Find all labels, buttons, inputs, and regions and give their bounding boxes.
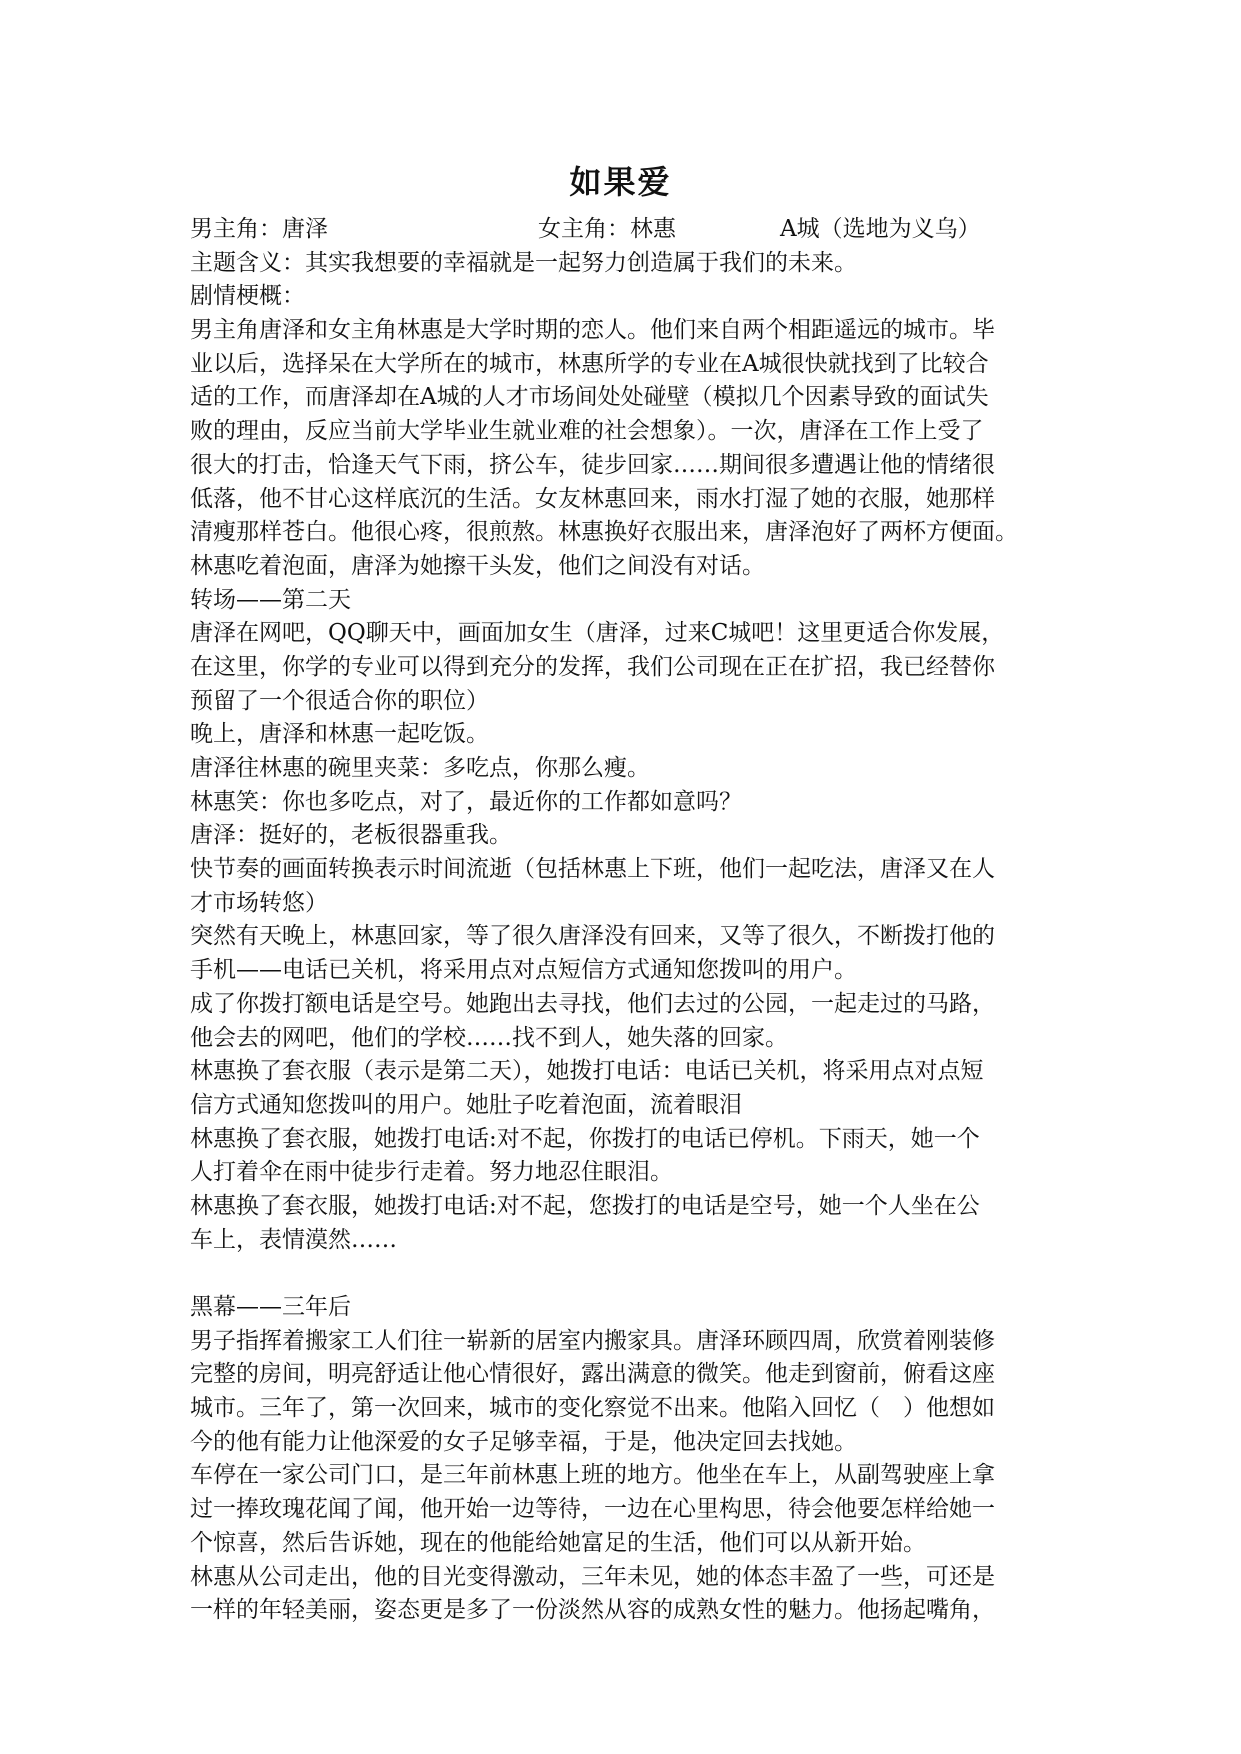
text-line: 黑幕——三年后 — [190, 1294, 351, 1320]
story-text — [190, 314, 1066, 1628]
text-line: 清瘦那样苍白。他很心疼，很煎熬。林惠换好衣服出来，唐泽泡好了两杯方便面。 — [190, 519, 1018, 546]
text-line: 唐泽在网吧，QQ聊天中，画面加女生（唐泽，过来C城吧！这里更适合你发展， — [190, 620, 1005, 647]
synopsis-heading: 剧情梗概： — [190, 283, 305, 310]
document-title: 如果爱 — [569, 163, 672, 201]
text-line: 车停在一家公司门口，是三年前林惠上班的地方。他坐在车上，从副驾驶座上拿 — [190, 1462, 995, 1489]
text-line: 很大的打击，恰逢天气下雨，挤公车，徒步回家……期间很多遭遇让他的情绪很 — [190, 451, 995, 478]
text-line: 低落，他不甘心这样底沉的生活。女友林惠回来，雨水打湿了她的衣服，她那样 — [190, 485, 995, 512]
text-line: 才市场转悠） — [190, 889, 328, 916]
text-line: 他会去的网吧，他们的学校……找不到人，她失落的回家。 — [190, 1024, 788, 1051]
text-line: 今的他有能力让他深爱的女子足够幸福，于是，他决定回去找她。 — [190, 1428, 857, 1455]
text-line: 唐泽：挺好的，老板很器重我。 — [190, 822, 512, 849]
male-lead: 男主角：唐泽 — [190, 216, 328, 242]
text-line: 林惠吃着泡面，唐泽为她擦干头发，他们之间没有对话。 — [190, 552, 765, 579]
text-line: 完整的房间，明亮舒适让他心情很好，露出满意的微笑。他走到窗前，俯看这座 — [190, 1361, 995, 1388]
text-line: 男主角唐泽和女主角林惠是大学时期的恋人。他们来自两个相距遥远的城市。毕 — [190, 317, 995, 344]
text-line: 林惠换了套衣服，她拨打电话:对不起，您拨打的电话是空号，她一个人坐在公 — [190, 1192, 980, 1219]
text-line: 林惠换了套衣服（表示是第二天），她拨打电话：电话已关机，将采用点对点短 — [190, 1058, 984, 1085]
text-line: 预留了一个很适合你的职位） — [190, 687, 489, 714]
text-line: 晚上，唐泽和林惠一起吃饭。 — [190, 721, 489, 748]
text-line: 唐泽往林惠的碗里夹菜：多吃点，你那么瘦。 — [190, 755, 650, 781]
text-line: 个惊喜，然后告诉她，现在的他能给她富足的生活，他们可以从新开始。 — [190, 1529, 926, 1556]
text-line: 车上，表情漠然…… — [190, 1226, 397, 1253]
text-line: 败的理由，反应当前大学毕业生就业难的社会想象）。一次，唐泽在工作上受了 — [190, 418, 984, 445]
text-line: 林惠换了套衣服，她拨打电话:对不起，你拨打的电话已停机。下雨天，她一个 — [190, 1125, 980, 1152]
text-line: 业以后，选择呆在大学所在的城市，林惠所学的专业在A城很快就找到了比较合 — [190, 350, 989, 377]
document-body — [190, 213, 1066, 1628]
text-line: 适的工作，而唐泽却在A城的人才市场间处处碰壁（模拟几个因素导致的面试失 — [190, 384, 989, 411]
theme-line: 主题含义：其实我想要的幸福就是一起努力创造属于我们的未来。 — [190, 249, 857, 276]
text-line: 过一捧玫瑰花闻了闻，他开始一边等待，一边在心里构思，待会他要怎样给她一 — [190, 1496, 995, 1523]
text-line: 人打着伞在雨中徒步行走着。努力地忍住眼泪。 — [190, 1159, 673, 1186]
text-line: 突然有天晚上，林惠回家，等了很久唐泽没有回来，又等了很久，不断拨打他的 — [190, 923, 995, 950]
female-lead: 女主角：林惠 — [538, 216, 676, 242]
text-line: 快节奏的画面转换表示时间流逝（包括林惠上下班，他们一起吃法，唐泽又在人 — [190, 856, 995, 883]
roles-line — [190, 213, 1066, 247]
text-line: 在这里，你学的专业可以得到充分的发挥，我们公司现在正在扩招，我已经替你 — [190, 653, 995, 680]
text-line: 手机——电话已关机，将采用点对点短信方式通知您拨叫的用户。 — [190, 957, 857, 984]
text-line: 转场——第二天 — [190, 586, 351, 613]
text-line: 林惠从公司走出，他的目光变得激动，三年未见，她的体态丰盈了一些，可还是 — [190, 1563, 995, 1590]
text-line: 一样的年轻美丽，姿态更是多了一份淡然从容的成熟女性的魅力。他扬起嘴角， — [190, 1597, 995, 1624]
blank-line — [190, 1257, 1066, 1291]
text-line: 信方式通知您拨叫的用户。她肚子吃着泡面，流着眼泪 — [190, 1091, 742, 1118]
text-line: 男子指挥着搬家工人们往一崭新的居室内搬家具。唐泽环顾四周，欣赏着刚装修 — [190, 1327, 995, 1354]
city-setting: A城（选地为义乌） — [780, 216, 981, 242]
text-line: 林惠笑：你也多吃点，对了，最近你的工作都如意吗？ — [190, 788, 742, 815]
text-line: 城市。三年了，第一次回来，城市的变化察觉不出来。他陷入回忆（ ）他想如 — [190, 1395, 995, 1422]
text-line: 成了你拨打额电话是空号。她跑出去寻找，他们去过的公园，一起走过的马路， — [190, 990, 995, 1017]
